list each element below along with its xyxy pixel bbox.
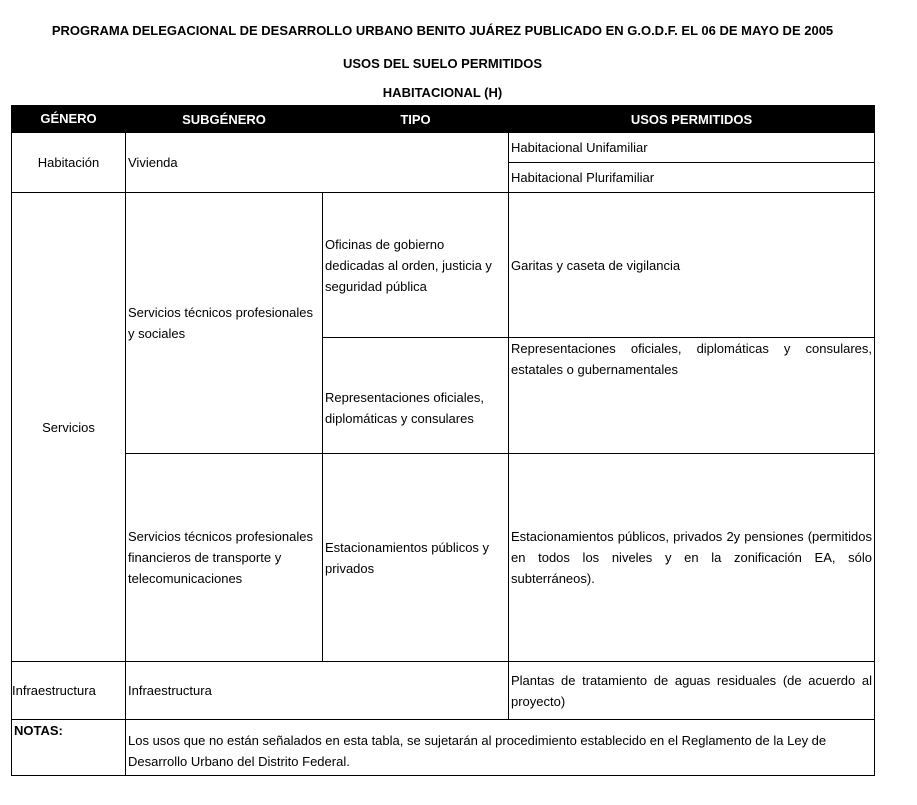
notes-row <box>12 720 875 776</box>
uso-cell: Garitas y caseta de vigilancia <box>509 193 875 338</box>
uso-cell: Habitacional Plurifamiliar <box>509 163 875 193</box>
genero-cell: Servicios <box>12 193 126 662</box>
subgenero-cell: Servicios técnicos profesionales financieros de transporte y telecomunicaciones <box>126 454 323 662</box>
uso-cell: Habitacional Unifamiliar <box>509 133 875 163</box>
tipo-cell: Oficinas de gobierno dedicadas al orden, justicia y seguridad pública <box>323 193 509 338</box>
notes-label: NOTAS: <box>12 720 126 776</box>
document-title: PROGRAMA DELEGACIONAL DE DESARROLLO URBANO BENITO JUÁREZ PUBLICADO EN G.O.D.F. EL 06 DE MAYO DE 2005 <box>51 23 834 38</box>
table-header-row <box>12 106 875 133</box>
tipo-cell: Representaciones oficiales, diplomáticas y consulares <box>323 338 509 454</box>
uso-cell: Representaciones oficiales, diplomáticas y consulares, estatales o gubernamentales <box>509 338 875 454</box>
column-header-usos: USOS PERMITIDOS <box>509 106 875 133</box>
column-header-subgenero: SUBGÉNERO <box>126 106 323 133</box>
table-row <box>12 454 875 662</box>
notes-text: Los usos que no están señalados en esta tabla, se sujetarán al procedimiento establecido en el Reglamento de la Ley de Desarrollo Urbano del Distrito Federal. <box>126 720 875 776</box>
land-use-table <box>11 105 875 776</box>
document-subtitle: USOS DEL SUELO PERMITIDOS <box>342 56 543 71</box>
table-row <box>12 662 875 720</box>
table-row <box>12 193 875 338</box>
tipo-cell: Estacionamientos públicos y privados <box>323 454 509 662</box>
table-caption: HABITACIONAL (H) <box>382 85 503 100</box>
subgenero-cell: Servicios técnicos profesionales y sociales <box>126 193 323 454</box>
uso-cell: Estacionamientos públicos, privados 2y pensiones (permitidos en todos los niveles y en la zonificación EA, sólo subterráneos). <box>509 454 875 662</box>
table-row <box>12 133 875 163</box>
genero-cell: Habitación <box>12 133 126 193</box>
column-header-genero: GÉNERO <box>12 106 126 133</box>
column-header-tipo: TIPO <box>323 106 509 133</box>
subgenero-cell: Infraestructura <box>126 662 509 720</box>
genero-cell: Infraestructura <box>12 662 126 720</box>
subgenero-cell: Vivienda <box>126 133 509 193</box>
uso-cell: Plantas de tratamiento de aguas residuales (de acuerdo al proyecto) <box>509 662 875 720</box>
